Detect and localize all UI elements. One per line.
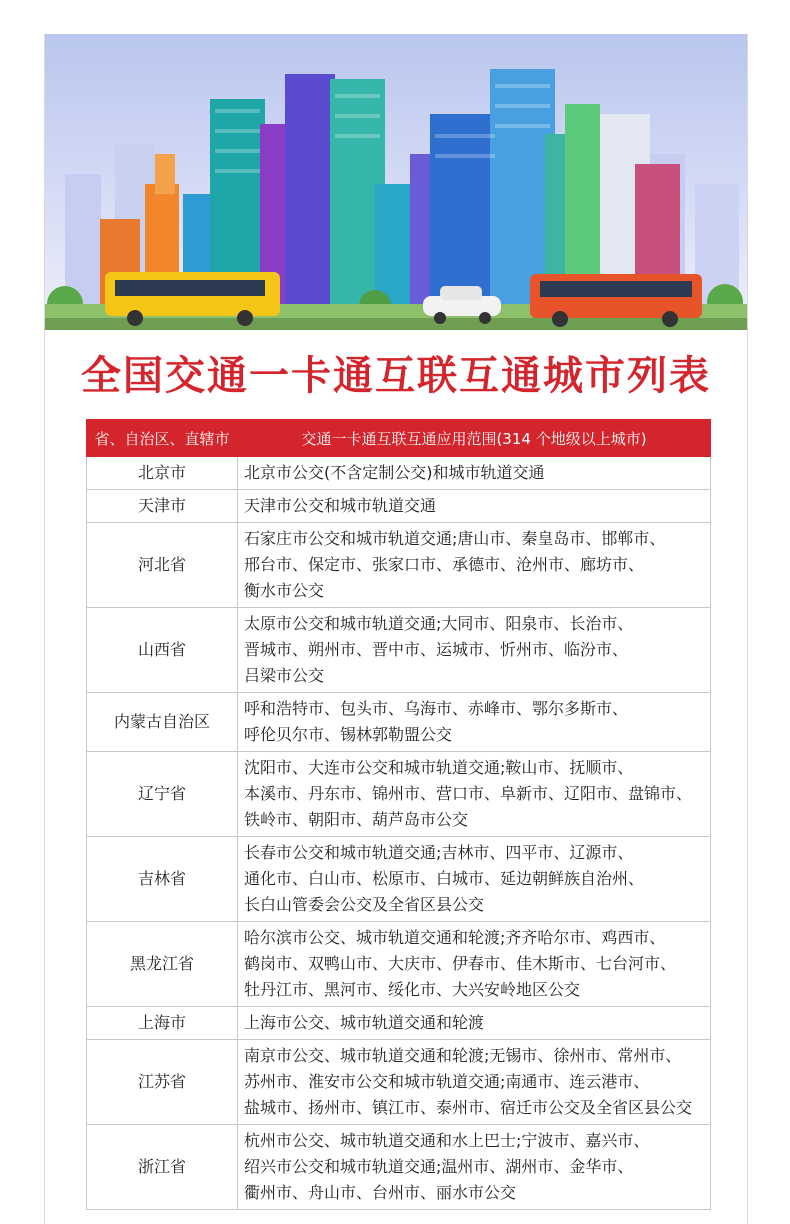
scope-line: 绍兴市公交和城市轨道交通;温州市、湖州市、金华市、 — [244, 1157, 634, 1176]
scope-line: 上海市公交、城市轨道交通和轮渡 — [244, 1013, 485, 1032]
scope-line: 呼伦贝尔市、锡林郭勒盟公交 — [244, 725, 453, 744]
table-row — [87, 1007, 711, 1040]
scope-line: 南京市公交、城市轨道交通和轮渡;无锡市、徐州市、常州市、 — [244, 1046, 682, 1065]
province-cell: 江苏省 — [87, 1040, 238, 1125]
scope-cell — [238, 1007, 711, 1040]
province-cell: 内蒙古自治区 — [87, 693, 238, 752]
scope-line: 邢台市、保定市、张家口市、承德市、沧州市、廊坊市、 — [244, 555, 645, 574]
scope-line: 北京市公交(不含定制公交)和城市轨道交通 — [244, 463, 545, 482]
table-header-row — [87, 420, 711, 457]
table-row — [87, 490, 711, 523]
scope-line: 沈阳市、大连市公交和城市轨道交通;鞍山市、抚顺市、 — [244, 758, 634, 777]
scope-line: 苏州市、淮安市公交和城市轨道交通;南通市、连云港市、 — [244, 1072, 650, 1091]
scope-cell — [238, 922, 711, 1007]
scope-line: 太原市公交和城市轨道交通;大同市、阳泉市、长治市、 — [244, 614, 634, 633]
province-cell: 河北省 — [87, 523, 238, 608]
table-row — [87, 837, 711, 922]
table-row — [87, 922, 711, 1007]
scope-cell — [238, 523, 711, 608]
table-row — [87, 1125, 711, 1210]
header-scope: 交通一卡通互联互通应用范围(314 个地级以上城市) — [238, 420, 711, 457]
scope-cell — [238, 608, 711, 693]
table-row — [87, 1040, 711, 1125]
city-banner-image — [45, 34, 747, 330]
table-row — [87, 457, 711, 490]
scope-line: 吕梁市公交 — [244, 666, 325, 685]
province-cell: 上海市 — [87, 1007, 238, 1040]
table-row — [87, 608, 711, 693]
scope-cell — [238, 1040, 711, 1125]
province-cell: 辽宁省 — [87, 752, 238, 837]
scope-cell — [238, 457, 711, 490]
province-cell: 吉林省 — [87, 837, 238, 922]
page — [44, 34, 748, 1224]
table-row — [87, 752, 711, 837]
province-cell: 黑龙江省 — [87, 922, 238, 1007]
page-title: 全国交通一卡通互联互通城市列表 — [81, 352, 711, 399]
province-cell: 天津市 — [87, 490, 238, 523]
table-row — [87, 523, 711, 608]
scope-line: 杭州市公交、城市轨道交通和水上巴士;宁波市、嘉兴市、 — [244, 1131, 650, 1150]
scope-line: 通化市、白山市、松原市、白城市、延边朝鲜族自治州、 — [244, 869, 645, 888]
scope-line: 哈尔滨市公交、城市轨道交通和轮渡;齐齐哈尔市、鸡西市、 — [244, 928, 666, 947]
table-row — [87, 693, 711, 752]
province-cell: 北京市 — [87, 457, 238, 490]
scope-line: 鹤岗市、双鸭山市、大庆市、伊春市、佳木斯市、七台河市、 — [244, 954, 677, 973]
scope-line: 牡丹江市、黑河市、绥化市、大兴安岭地区公交 — [244, 980, 581, 999]
city-list-table — [86, 419, 711, 1210]
scope-line: 铁岭市、朝阳市、葫芦岛市公交 — [244, 810, 469, 829]
scope-line: 本溪市、丹东市、锦州市、营口市、阜新市、辽阳市、盘锦市、 — [244, 784, 693, 803]
province-cell: 山西省 — [87, 608, 238, 693]
scope-line: 长春市公交和城市轨道交通;吉林市、四平市、辽源市、 — [244, 843, 634, 862]
scope-cell — [238, 1125, 711, 1210]
province-cell: 浙江省 — [87, 1125, 238, 1210]
table-body — [87, 457, 711, 1210]
scope-line: 呼和浩特市、包头市、乌海市、赤峰市、鄂尔多斯市、 — [244, 699, 629, 718]
scope-cell — [238, 752, 711, 837]
scope-line: 石家庄市公交和城市轨道交通;唐山市、秦皇岛市、邯郸市、 — [244, 529, 666, 548]
scope-line: 天津市公交和城市轨道交通 — [244, 496, 437, 515]
scope-line: 衡水市公交 — [244, 581, 325, 600]
scope-line: 盐城市、扬州市、镇江市、泰州市、宿迁市公交及全省区县公交 — [244, 1098, 693, 1117]
scope-line: 衢州市、舟山市、台州市、丽水市公交 — [244, 1183, 517, 1202]
scope-cell — [238, 490, 711, 523]
scope-cell — [238, 837, 711, 922]
city-skyline-illustration — [45, 34, 747, 330]
scope-line: 晋城市、朔州市、晋中市、运城市、忻州市、临汾市、 — [244, 640, 629, 659]
scope-line: 长白山管委会公交及全省区县公交 — [244, 895, 485, 914]
scope-cell — [238, 693, 711, 752]
header-province: 省、自治区、直辖市 — [87, 420, 238, 457]
